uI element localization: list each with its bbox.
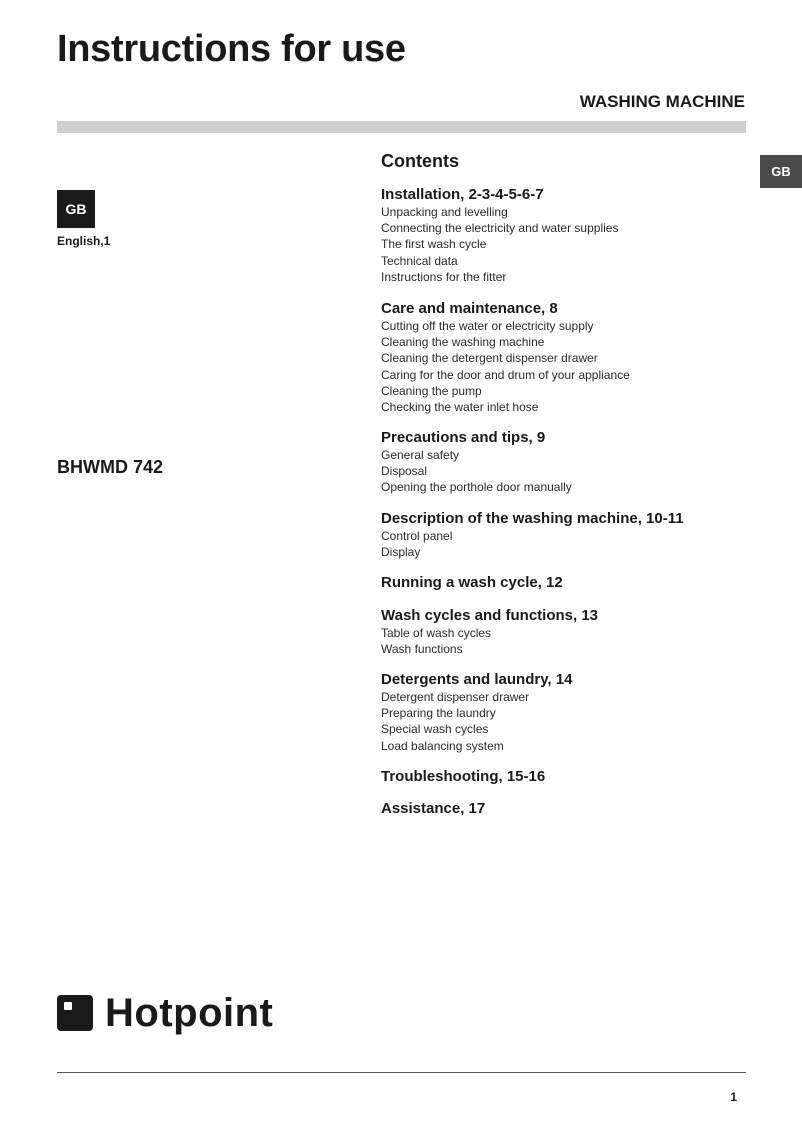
contents-heading: Contents: [381, 151, 459, 171]
page-number: 1: [730, 1090, 737, 1104]
section-item: Instructions for the fitter: [381, 269, 507, 284]
model-number: BHWMD 742: [57, 457, 164, 477]
section-heading: Detergents and laundry, 14: [381, 671, 573, 688]
section-item: Opening the porthole door manually: [381, 480, 572, 495]
section-item: Connecting the electricity and water supplies: [381, 221, 619, 236]
section-item: Cleaning the detergent dispenser drawer: [381, 351, 598, 366]
section-item: Display: [381, 545, 421, 560]
section-item: Cleaning the washing machine: [381, 335, 545, 350]
section-item: Unpacking and levelling: [381, 205, 508, 219]
contents-section: [381, 574, 563, 592]
section-heading: Description of the washing machine, 10-11: [381, 510, 684, 527]
footer-divider: [57, 1072, 746, 1073]
section-heading: Running a wash cycle, 12: [381, 574, 563, 591]
language-badge: GB: [57, 190, 95, 228]
section-item: Technical data: [381, 253, 458, 268]
hotpoint-logo-icon: [57, 995, 93, 1031]
section-heading: Assistance, 17: [381, 800, 486, 817]
product-type-heading: WASHING MACHINE: [579, 92, 745, 111]
section-item: Load balancing system: [381, 738, 504, 753]
section-heading: Wash cycles and functions, 13: [381, 607, 599, 624]
language-label: English,1: [57, 234, 111, 248]
side-language-tab: GB: [760, 155, 802, 188]
page-title: Instructions for use: [57, 28, 406, 70]
section-item: Wash functions: [381, 642, 463, 657]
contents-section: [381, 510, 684, 560]
section-item: General safety: [381, 448, 460, 462]
brand-logo: [57, 990, 273, 1036]
section-item: Detergent dispenser drawer: [381, 690, 530, 704]
section-item: Table of wash cycles: [381, 626, 492, 640]
section-heading: Care and maintenance, 8: [381, 300, 558, 317]
section-item: Disposal: [381, 464, 428, 479]
section-item: Cleaning the pump: [381, 383, 482, 398]
section-heading: Precautions and tips, 9: [381, 429, 546, 446]
section-item: Special wash cycles: [381, 722, 489, 737]
section-item: The first wash cycle: [381, 237, 487, 252]
contents-section: [381, 768, 545, 786]
contents-section: [381, 671, 572, 754]
contents-section: [381, 429, 572, 496]
contents-section: [381, 186, 618, 285]
contents-section: [381, 300, 630, 415]
section-item: Control panel: [381, 529, 453, 543]
contents-section: [381, 800, 485, 818]
brand-name: Hotpoint: [105, 990, 274, 1035]
section-heading: Installation, 2-3-4-5-6-7: [381, 186, 544, 203]
section-item: Caring for the door and drum of your appliance: [381, 367, 630, 382]
section-item: Cutting off the water or electricity supply: [381, 319, 594, 333]
section-item: Preparing the laundry: [381, 706, 496, 721]
header-divider-bar: [57, 121, 746, 133]
section-item: Checking the water inlet hose: [381, 400, 539, 415]
contents-section: [381, 607, 598, 657]
section-heading: Troubleshooting, 15-16: [381, 768, 546, 785]
